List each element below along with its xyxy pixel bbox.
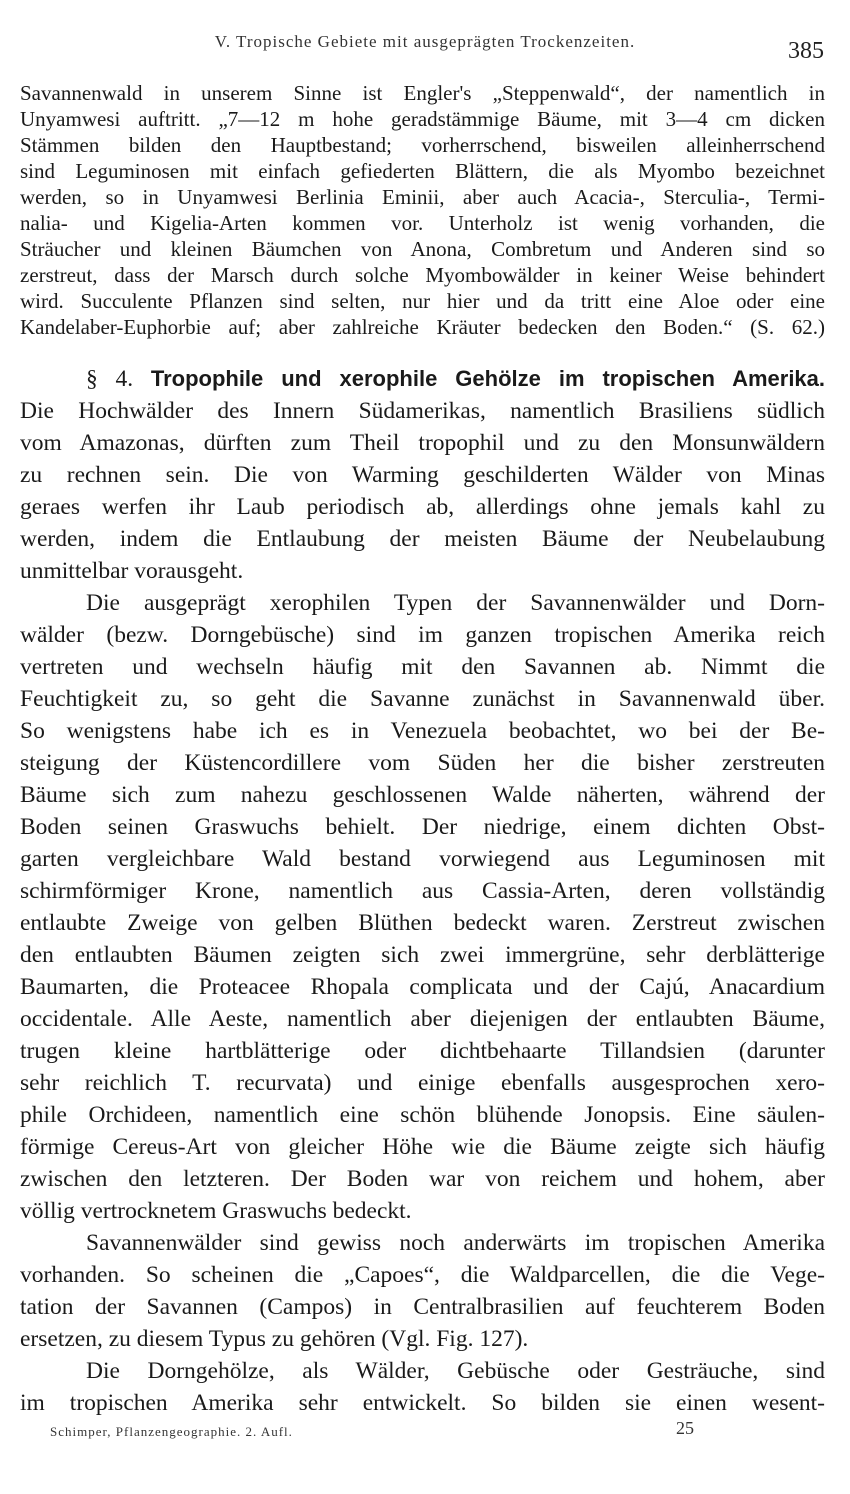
text-line: sehr reichlich T. recurvata) und einige ebenfalls ausgesprochen xero-	[20, 1070, 825, 1096]
text-line: sind Leguminosen mit einfach gefiederten Blättern, die als Myombo bezeichnet	[20, 159, 825, 183]
text-line: tation der Savannen (Campos) in Centralbrasilien auf feuchterem Boden	[20, 1294, 825, 1320]
text-line: Unyamwesi auftritt. „7—12 m hohe geradstämmige Bäume, mit 3—4 cm dicken	[20, 107, 825, 131]
text-line: geraes werfen ihr Laub periodisch ab, allerdings ohne jemals kahl zu	[20, 494, 825, 520]
text-line: wird. Succulente Pflanzen sind selten, nur hier und da tritt eine Aloe oder eine	[20, 289, 825, 313]
page-header	[0, 30, 850, 70]
text-line: vertreten und wechseln häufig mit den Savannen ab. Nimmt die	[20, 654, 825, 680]
section-4	[20, 363, 825, 1419]
text-line: Savannenwald in unserem Sinne ist Engler's „Steppenwald“, der namentlich in	[20, 81, 825, 105]
page-footer	[0, 1418, 850, 1448]
text-line: steigung der Küstencordillere vom Süden her die bisher zerstreuten	[20, 750, 825, 776]
text-line: vom Amazonas, dürften zum Theil tropophil und zu den Monsunwäldern	[20, 430, 825, 456]
text-line: Die ausgeprägt xerophilen Typen der Savannenwälder und Dorn-	[86, 590, 825, 616]
text-line: unmittelbar vorausgeht.	[20, 558, 244, 584]
text-line: werden, indem die Entlaubung der meisten Bäume der Neubelaubung	[20, 526, 825, 552]
paragraph-quote	[20, 80, 825, 340]
text-line: Stämmen bilden den Hauptbestand; vorherrschend, bisweilen alleinherrschend	[20, 133, 825, 157]
text-line: garten vergleichbare Wald bestand vorwiegend aus Leguminosen mit	[20, 846, 825, 872]
signature-mark: 25	[676, 1418, 694, 1438]
text-line: schirmförmiger Krone, namentlich aus Cassia-Arten, deren vollständig	[20, 878, 825, 904]
paragraph-gap	[20, 340, 825, 363]
text-line: Boden seinen Graswuchs behielt. Der niedrige, einem dichten Obst-	[20, 814, 825, 840]
footer-reference: Schimper, Pflanzengeographie. 2. Aufl.	[50, 1424, 293, 1439]
text-line: Die Hochwälder des Innern Südamerikas, namentlich Brasiliens südlich	[20, 398, 825, 424]
body-text	[20, 80, 825, 1419]
text-line: entlaubte Zweige von gelben Blüthen bedeckt waren. Zerstreut zwischen	[20, 910, 825, 936]
text-line: förmige Cereus-Art von gleicher Höhe wie die Bäume zeigte sich häufig	[20, 1134, 825, 1160]
text-line: zwischen den letzteren. Der Boden war von reichem und hohem, aber	[20, 1166, 825, 1192]
running-head: V. Tropische Gebiete mit ausgeprägten Trockenzeiten.	[214, 32, 636, 51]
text-line: zu rechnen sein. Die von Warming geschilderten Wälder von Minas	[20, 462, 825, 488]
text-line: Kandelaber-Euphorbie auf; aber zahlreiche Kräuter bedecken den Boden.“ (S. 62.)	[20, 315, 825, 339]
text-line: ersetzen, zu diesem Typus zu gehören (Vgl. Fig. 127).	[20, 1326, 529, 1352]
text-line: Baumarten, die Proteacee Rhopala complicata und der Cajú, Anacardium	[20, 974, 825, 1000]
text-line: Sträucher und kleinen Bäumchen von Anona, Combretum und Anderen sind so	[20, 237, 825, 261]
section-title: Tropophile und xerophile Gehölze im tropischen Amerika.	[150, 366, 825, 391]
text-line: phile Orchideen, namentlich eine schön blühende Jonopsis. Eine säulen-	[20, 1102, 825, 1128]
text-line: trugen kleine hartblätterige oder dichtbehaarte Tillandsien (darunter	[20, 1038, 825, 1064]
text-line: völlig vertrocknetem Graswuchs bedeckt.	[20, 1198, 412, 1224]
text-line: occidentale. Alle Aeste, namentlich aber diejenigen der entlaubten Bäume,	[20, 1006, 825, 1032]
text-line: Savannenwälder sind gewiss noch anderwärts im tropischen Amerika	[86, 1230, 825, 1256]
text-line: den entlaubten Bäumen zeigten sich zwei immergrüne, sehr derblätterige	[20, 942, 825, 968]
text-line: Die Dorngehölze, als Wälder, Gebüsche oder Gesträuche, sind	[86, 1358, 825, 1384]
text-line: werden, so in Unyamwesi Berlinia Eminii, aber auch Acacia-, Sterculia-, Termi-	[20, 185, 825, 209]
text-line: So wenigstens habe ich es in Venezuela beobachtet, wo bei der Be-	[20, 718, 825, 744]
text-line: Feuchtigkeit zu, so geht die Savanne zunächst in Savannenwald über.	[20, 686, 825, 712]
text-line: im tropischen Amerika sehr entwickelt. So bilden sie einen wesent-	[20, 1390, 825, 1416]
text-line: vorhanden. So scheinen die „Capoes“, die Waldparcellen, die die Vege-	[20, 1262, 825, 1288]
text-line: Bäume sich zum nahezu geschlossenen Walde näherten, während der	[20, 782, 825, 808]
text-line: nalia- und Kigelia-Arten kommen vor. Unterholz ist wenig vorhanden, die	[20, 211, 825, 235]
text-line: zerstreut, dass der Marsch durch solche Myombowälder in keiner Weise behindert	[20, 263, 825, 287]
section-number: § 4.	[86, 366, 134, 392]
section-heading-line	[20, 363, 825, 395]
page-number: 385	[788, 38, 824, 64]
text-line: wälder (bezw. Dorngebüsche) sind im ganzen tropischen Amerika reich	[20, 622, 825, 648]
